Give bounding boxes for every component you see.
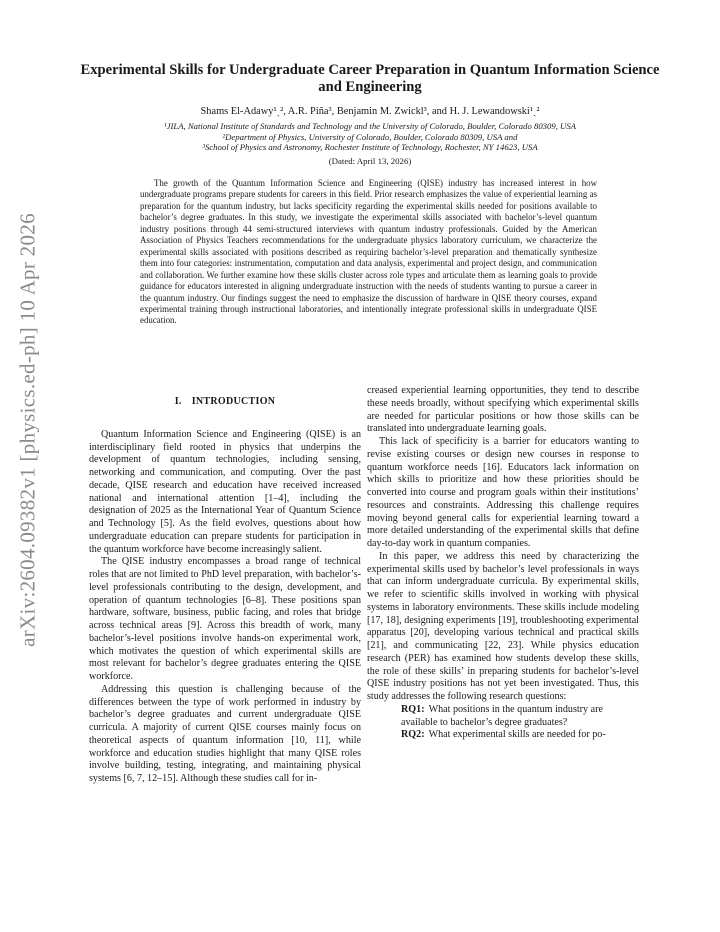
right-column [367, 385, 639, 742]
rq-text: What positions in the quantum industry are available to bachelor’s degree graduates? [401, 703, 603, 728]
section-number: I. [174, 396, 182, 407]
body-paragraph: Quantum Information Science and Engineering (QISE) is an interdisciplinary field rooted in physics that underpins the development of quantum technologies, including sensing, networking and communication, and computing. Over the past decade, QISE research and education have received increased national and international attention [1–4], including the designation of 2025 as the International Year of Quantum Science and Technology [5]. As the field evolves, questions about how undergraduate education can prepare students for participation in the quantum workforce have become increasingly salient. [89, 428, 361, 555]
left-column [89, 396, 361, 786]
research-question [367, 729, 639, 742]
author-list: Shams El-Adawy¹ˎ², A.R. Piña³, Benjamin M. Zwickl³, and H. J. Lewandowski¹ˎ² [200, 106, 540, 117]
affiliation-3: ³School of Physics and Astronomy, Rochester Institute of Technology, Rochester, NY 14623, USA [202, 142, 538, 153]
affiliation-2: ²Department of Physics, University of Colorado, Boulder, Colorado 80309, USA and [222, 131, 518, 142]
research-question [367, 704, 639, 730]
affiliations [60, 121, 680, 153]
abstract: The growth of the Quantum Information Science and Engineering (QISE) industry has increased interest in how undergraduate programs prepare students for careers in this field. Prior research emphasizes the value of experiential learning as preparation for the quantum industry, but lacks specificity regarding the experimental skills needed for positions available to bachelor’s degree graduates. In this study, we investigate the experimental skills associated with bachelor’s-level quantum industry positions through 44 semi-structured interviews with quantum industry professionals. Guided by the American Association of Physics Teachers recommendations for the undergraduate physics laboratory curriculum, we characterize the experimental skills associated with positions described as requiring bachelor’s-level preparation and thematically synthesize them into four categories: instrumentation, computation and data analysis, experimental and project design, and communication and collaboration. We further examine how these skills cluster across role types and articulate them as learning goals to provide guidance for educators interested in aligning undergraduate instruction with the needs of students wanting to pursue a career in the quantum industry. Our findings suggest the need to emphasize the discussion of hardware in QISE theory courses, expand experimental training through instructional laboratories, and intentionally integrate professional skills in undergraduate QISE education. [140, 178, 597, 326]
rq-label: RQ2: [401, 729, 425, 741]
arxiv-identifier: arXiv:2604.09382v1 [physics.ed-ph] 10 Apr 2026 [15, 213, 40, 647]
section-title: INTRODUCTION [191, 396, 276, 407]
body-paragraph: creased experiential learning opportunities, they tend to describe these needs broadly, without specifying which experimental skills are needed for particular positions or how those skills can be translated into undergraduate learning goals. [367, 385, 639, 435]
body-paragraph: The QISE industry encompasses a broad range of technical roles that are not limited to PhD level preparation, with bachelor’s-level professionals contributing to the design, development, and operation of quantum technologies [6–8]. These positions span hardware, software, business, public facing, and roles that bridge across technical areas [9]. Across this breadth of work, many bachelor’s-level positions involve hands-on experimental work, which motivates the question of which experimental skills are most relevant for bachelor’s degree graduates entering the QISE workforce. [89, 556, 361, 682]
body-paragraph: This lack of specificity is a barrier for educators wanting to revise existing courses or design new courses in response to quantum workforce needs [16]. Educators lack information on which skills to prioritize and how these priorities should be converted into course and program goals within their institutions’ resources and constraints. Addressing this challenge requires moving beyond general calls for experiential learning toward a more detailed understanding of the experimental skills that define day-to-day work in quantum companies. [367, 436, 639, 549]
arxiv-sidebar-stamp [6, 180, 50, 680]
affiliation-1: ¹JILA, National Institute of Standards and Technology and the University of Colorado, Boulder, Colorado 80309, USA [164, 121, 576, 131]
body-paragraph: Addressing this question is challenging because of the differences between the type of work performed in industry by bachelor’s degree graduates and current undergraduate QISE curricula. A majority of current QISE courses mainly focus on theoretical aspects of quantum information [10, 11], while workforce and education studies highlight that many QISE roles involve building, testing, integrating, and maintaining physical systems [6, 7, 12–15]. Although these studies call for in- [89, 683, 361, 784]
rq-text: What experimental skills are needed for po- [428, 729, 606, 741]
section-heading [89, 396, 361, 409]
date-line: (Dated: April 13, 2026) [328, 156, 412, 166]
paper-title: Experimental Skills for Undergraduate Career Preparation in Quantum Information Science and Engineering [80, 62, 660, 95]
rq-label: RQ1: [401, 703, 425, 715]
body-paragraph: In this paper, we address this need by characterizing the experimental skills used by bachelor’s level professionals in ways that can inform undergraduate curricula. By experimental skills, we refer to scientific skills involved in working with physical systems in laboratory environments. These skills include modeling [17, 18], designing experiments [19], troubleshooting experimental apparatus [20], developing various technical and practical skills [21], and communicating [22, 23]. While physics education research (PER) has examined how students develop these skills, the role of these skills’ in preparing students for bachelor’s-level QISE industry positions has not yet been investigated. Thus, this study addresses the following research questions: [367, 550, 639, 702]
